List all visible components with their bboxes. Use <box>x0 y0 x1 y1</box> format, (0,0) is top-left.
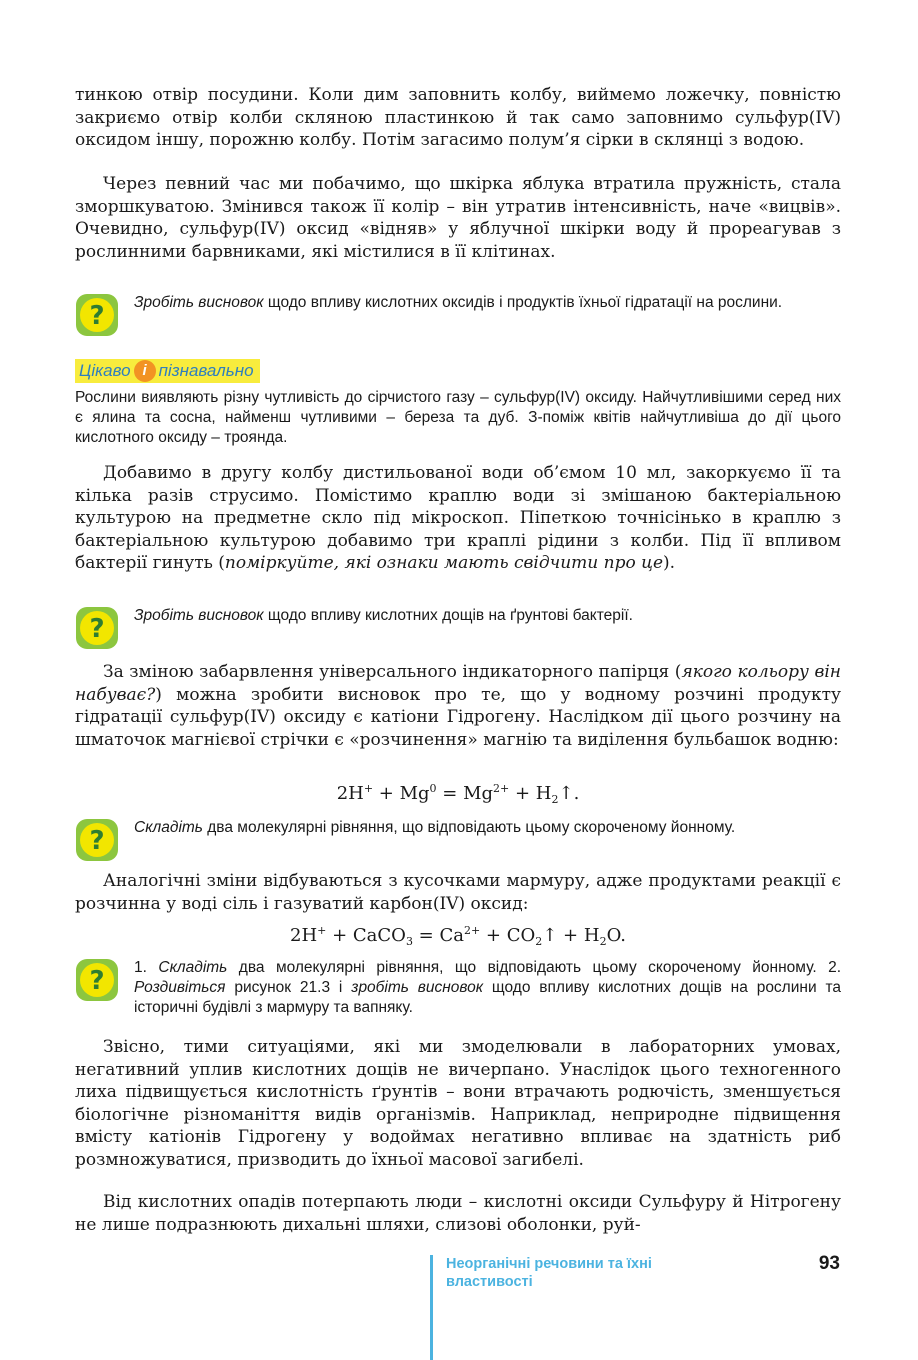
question-4-part: рисунок 21.3 і <box>225 979 352 996</box>
formula-1-sup: 0 <box>429 782 437 795</box>
formula-2-sub: 2 <box>599 935 607 948</box>
question-1-em: Зробіть висновок <box>134 294 264 311</box>
formula-1-part: = Mg <box>436 783 494 804</box>
question-4-em: зробіть висновок <box>351 979 484 996</box>
question-3-text <box>134 818 841 838</box>
formula-2 <box>75 925 841 946</box>
footer-section-title: Неорганічні речовини та їхні властивості <box>446 1256 652 1290</box>
question-1-text <box>134 293 841 313</box>
paragraph-7: Від кислотних опадів потерпають люди – кислотні оксиди Сульфуру й Нітрогену не лише подразнюють дихальні шляхи, слизові оболонки, руй- <box>75 1192 841 1235</box>
paragraph-3-a: Добавимо в другу колбу дистильованої води об’ємом 10 мл, закоркуємо її та кілька разів струсимо. Помістимо краплю води зі змішаною бактеріальною культурою на предметне скло під мікроскоп. Піпеткою точнісінько в краплю з бактеріальною культурою добавимо три краплі рідини з колби. Під її впливом бактерії гинуть ( <box>75 463 841 573</box>
interesting-text: Рослини виявляють різну чутливість до сірчистого газу – сульфур(IV) оксиду. Найчутливішими серед них є ялина та сосна, найменш чутливими – береза та дуб. З-поміж квітів найчутливіша до дії цього кислотного оксиду – троянда. <box>75 389 841 446</box>
formula-2-part: O. <box>606 925 626 946</box>
formula-1-part: + H <box>509 783 552 804</box>
formula-2-part: = Ca <box>412 925 464 946</box>
question-2-em: Зробіть висновок <box>134 607 264 624</box>
question-4 <box>75 958 841 1020</box>
svg-text:?: ? <box>89 301 105 331</box>
paragraph-3-b: ). <box>663 553 676 573</box>
paragraph-4-em: якого кольору він набуває? <box>75 662 841 705</box>
formula-1-part: + Mg <box>373 783 430 804</box>
formula-2-sub: 2 <box>535 935 543 948</box>
formula-1-part: 2H <box>336 783 364 804</box>
paragraph-6: Звісно, тими ситуаціями, які ми змоделювали в лабораторних умовах, негативний уплив кислотних дощів не вичерпано. Унаслідок цього техногенного лиха підвищується кислотність ґрунтів – вони втрачають родючість, зменшується біологічне різноманіття видів організмів. Наприклад, неприродне підвищення вмісту катіонів Гідрогену у водоймах негативно впливає на здатність риб розмножуватися, призводить до їхньої масової загибелі. <box>75 1037 841 1170</box>
formula-1-sub: 2 <box>551 793 559 806</box>
question-icon <box>75 818 119 862</box>
formula-1-part: ↑. <box>558 783 580 804</box>
formula-1 <box>75 783 841 804</box>
question-3 <box>75 818 841 866</box>
formula-2-sup: 2+ <box>463 924 481 937</box>
paragraph-3-em: поміркуйте, які ознаки мають свідчити про це <box>224 553 664 573</box>
question-4-text <box>134 958 841 1018</box>
info-i-icon: і <box>134 360 156 382</box>
paragraph-4-b: ) можна зробити висновок про те, що у водному розчині продукту гідратації сульфур(IV) оксиду є катіони Гідрогену. Наслідком дії цього розчину на шматочок магнієвої стрічки є «розчинення» магнію та виділення бульбашок водню: <box>75 684 841 750</box>
formula-1-sup: + <box>363 782 374 795</box>
question-2-text <box>134 606 841 626</box>
svg-text:?: ? <box>89 966 105 996</box>
question-1-rest: щодо впливу кислотних оксидів і продуктів їхньої гідратації на рослини. <box>263 294 783 311</box>
question-4-em: Роздивіться <box>134 979 226 996</box>
question-icon <box>75 606 119 650</box>
question-4-part: 1. <box>134 959 159 976</box>
footer-divider <box>430 1255 433 1360</box>
question-3-em: Складіть <box>134 819 203 836</box>
question-icon <box>75 293 119 337</box>
formula-2-sub: 3 <box>405 935 413 948</box>
question-4-part: щодо впливу кислотних дощів на рослини та історичні будівлі з мармуру та вапняку. <box>134 979 842 1016</box>
question-3-rest: два молекулярні рівняння, що відповідають цьому скороченому йонному. <box>202 819 736 836</box>
interesting-label <box>75 359 260 383</box>
question-2-rest: щодо впливу кислотних дощів на ґрунтові бактерії. <box>263 607 633 624</box>
formula-2-part: + CO <box>480 925 536 946</box>
paragraph-1: тинкою отвір посудини. Коли дим заповнить колбу, виймемо ложечку, повністю закриємо отвір колби скляною пластинкою й так само заповнимо сульфур(IV) оксидом іншу, порожню колбу. Потім загасимо полум’я сірки в склянці з водою. <box>75 85 841 150</box>
svg-text:?: ? <box>89 826 105 856</box>
formula-2-part: ↑ + H <box>542 925 600 946</box>
paragraph-5: Аналогічні зміни відбуваються з кусочками мармуру, адже продуктами реакції є розчинна у воді сіль і газуватий карбон(IV) оксид: <box>75 871 841 914</box>
question-4-part: два молекулярні рівняння, що відповідають цьому скороченому йонному. 2. <box>227 959 841 976</box>
interesting-label-a: Цікаво <box>79 361 131 380</box>
formula-2-sup: + <box>317 924 327 937</box>
question-4-em: Складіть <box>158 959 228 976</box>
paragraph-3 <box>75 462 841 575</box>
interesting-label-b: пізнавально <box>158 361 254 380</box>
page-number: 93 <box>818 1253 840 1274</box>
paragraph-4-a: За зміною забарвлення універсального індикаторного папірця ( <box>103 662 682 682</box>
formula-1-sup: 2+ <box>493 782 510 795</box>
paragraph-4 <box>75 661 841 751</box>
formula-2-part: 2H <box>290 925 318 946</box>
question-icon <box>75 958 119 1002</box>
paragraph-2: Через певний час ми побачимо, що шкірка яблука втратила пружність, стала зморшкуватою. Змінився також її колір – він утратив інтенсивність, наче «вицвів». Очевидно, сульфур(IV) оксид «відняв» у яблучної шкірки воду й прореагував з рослинними барвниками, які містилися в її клітинах. <box>75 174 841 262</box>
question-2 <box>75 606 841 654</box>
svg-text:?: ? <box>89 614 105 644</box>
formula-2-part: + CaCO <box>326 925 406 946</box>
question-1 <box>75 293 841 341</box>
